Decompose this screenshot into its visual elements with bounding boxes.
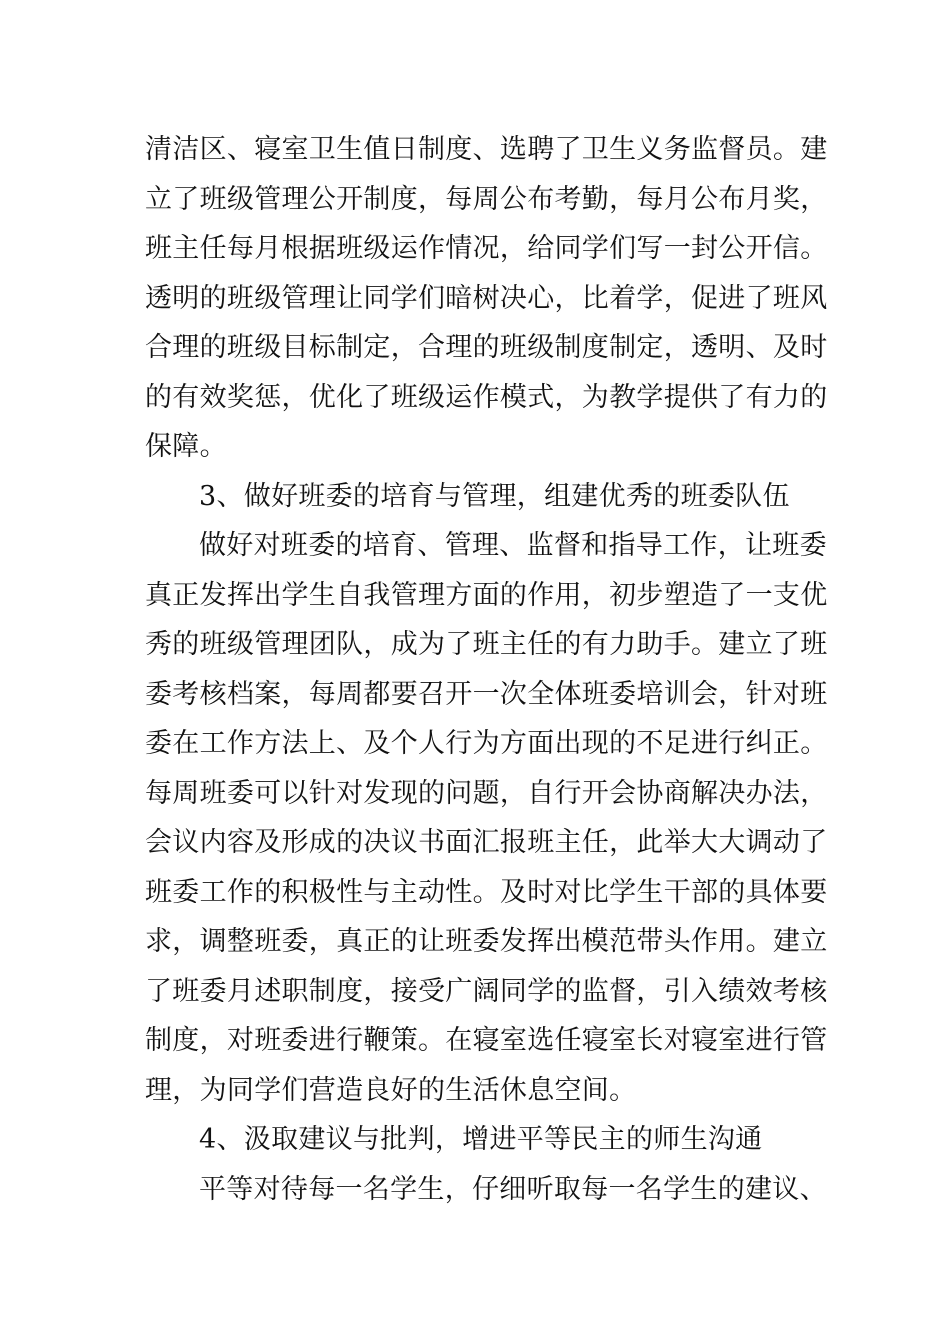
paragraph-first-line: 平等对待每一名学生，仔细听取每一名学生的建议、 bbox=[199, 1174, 827, 1205]
text-line: 委考核档案，每周都要召开一次全体班委培训会，针对班 bbox=[145, 679, 828, 710]
text-line: 制度，对班委进行鞭策。在寝室选任寝室长对寝室进行管 bbox=[145, 1025, 828, 1056]
text-line: 每周班委可以针对发现的问题，自行开会协商解决办法， bbox=[145, 778, 828, 809]
text-line: 立了班级管理公开制度，每周公布考勤，每月公布月奖， bbox=[145, 184, 828, 215]
text-line: 的有效奖惩，优化了班级运作模式，为教学提供了有力的 bbox=[145, 382, 828, 413]
text-line: 求，调整班委，真正的让班委发挥出模范带头作用。建立 bbox=[145, 926, 828, 957]
text-line: 合理的班级目标制定，合理的班级制度制定，透明、及时 bbox=[145, 332, 828, 363]
text-line: 真正发挥出学生自我管理方面的作用，初步塑造了一支优 bbox=[145, 580, 828, 611]
section-heading: 3、做好班委的培育与管理，组建优秀的班委队伍 bbox=[199, 481, 790, 512]
text-line: 保障。 bbox=[145, 431, 227, 462]
text-line: 透明的班级管理让同学们暗树决心，比着学，促进了班风 bbox=[145, 283, 828, 314]
text-line: 理，为同学们营造良好的生活休息空间。 bbox=[145, 1075, 637, 1106]
text-line: 委在工作方法上、及个人行为方面出现的不足进行纠正。 bbox=[145, 728, 828, 759]
text-line: 秀的班级管理团队，成为了班主任的有力助手。建立了班 bbox=[145, 629, 828, 660]
text-line: 会议内容及形成的决议书面汇报班主任，此举大大调动了 bbox=[145, 827, 828, 858]
text-line: 班委工作的积极性与主动性。及时对比学生干部的具体要 bbox=[145, 877, 828, 908]
section-heading: 4、汲取建议与批判，增进平等民主的师生沟通 bbox=[199, 1124, 763, 1155]
text-line: 了班委月述职制度，接受广阔同学的监督，引入绩效考核 bbox=[145, 976, 828, 1007]
text-line: 班主任每月根据班级运作情况，给同学们写一封公开信。 bbox=[145, 233, 828, 264]
paragraph-first-line: 做好对班委的培育、管理、监督和指导工作，让班委 bbox=[199, 530, 827, 561]
text-line: 清洁区、寝室卫生值日制度、选聘了卫生义务监督员。建 bbox=[145, 134, 828, 165]
